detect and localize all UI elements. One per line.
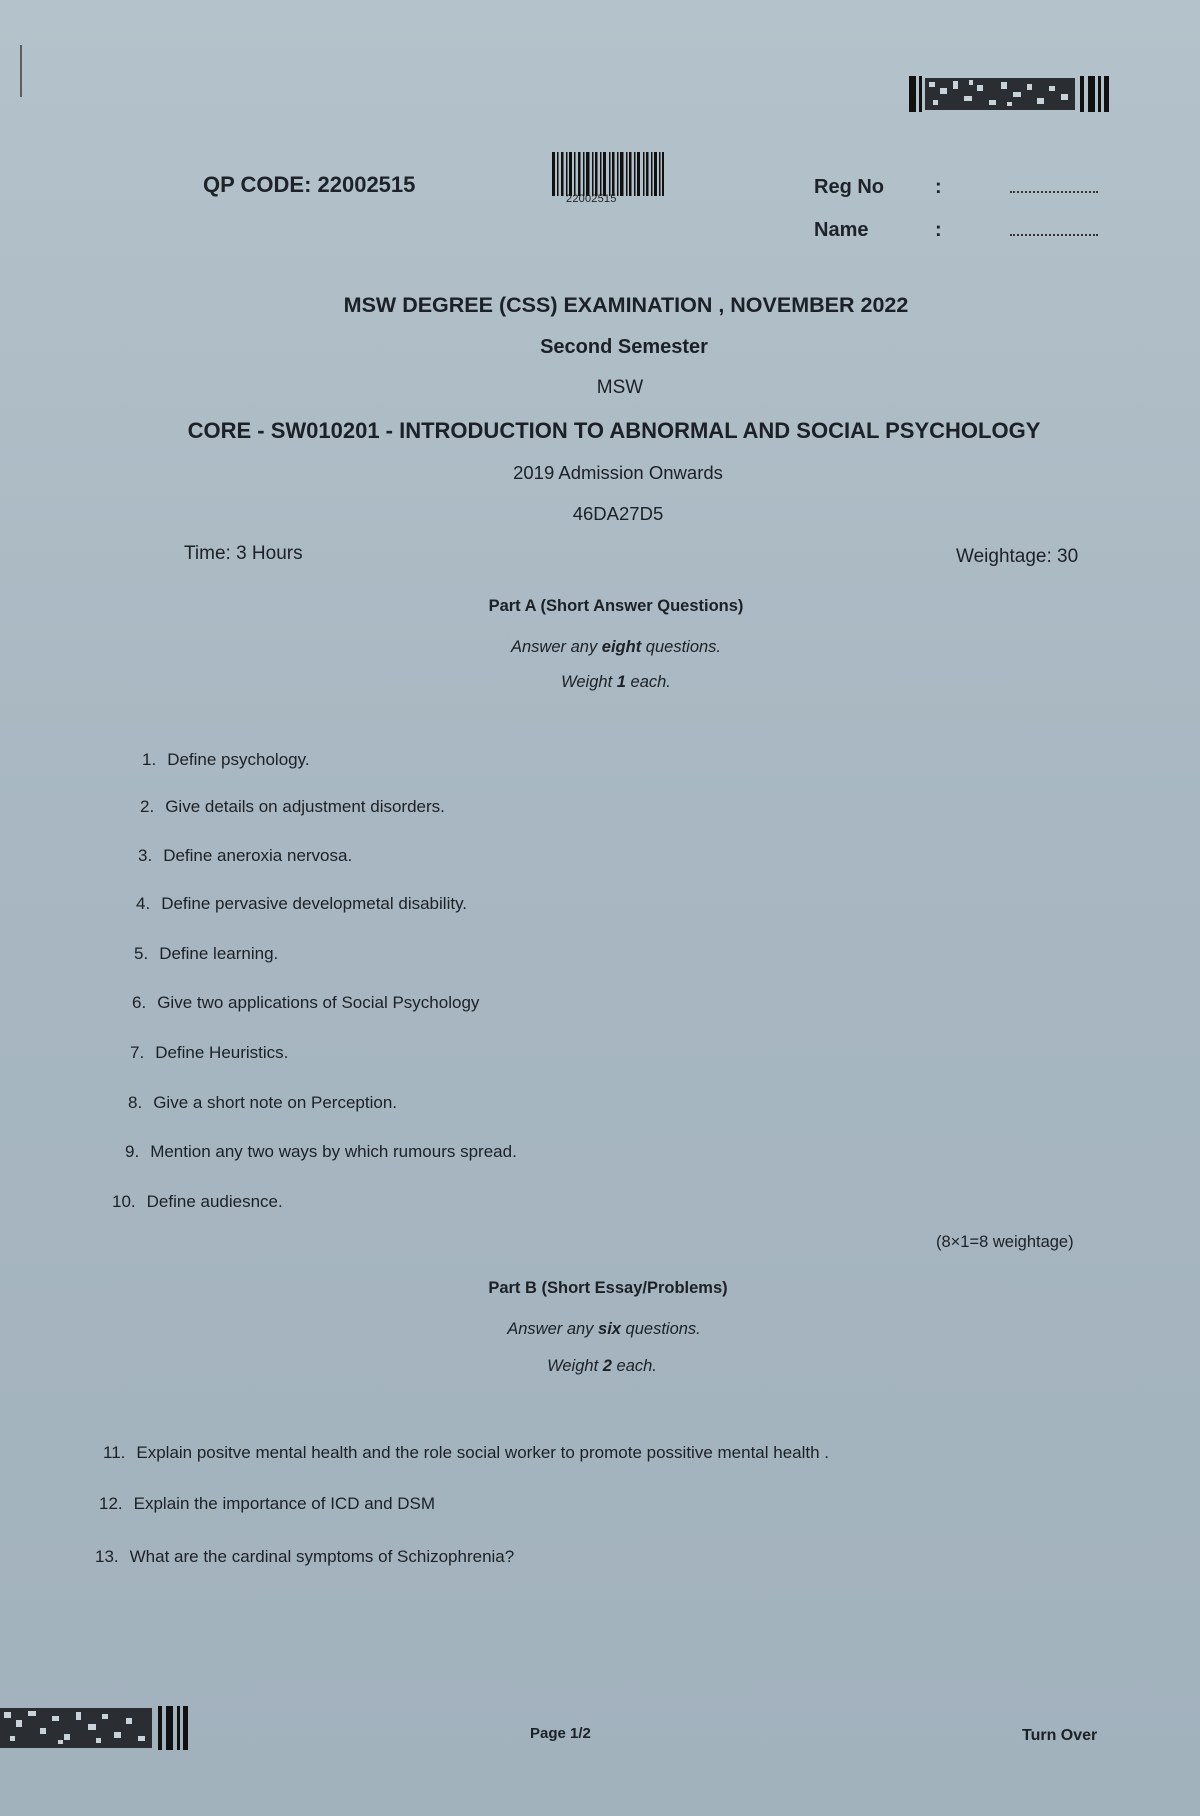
page-number: Page 1/2 xyxy=(530,1725,591,1742)
page-edge-mark xyxy=(20,45,22,97)
name-field xyxy=(1010,233,1098,236)
semester: Second Semester xyxy=(540,336,708,358)
part-b-weight: Weight 2 each. xyxy=(547,1357,657,1375)
reg-no-label: Reg No xyxy=(814,176,884,198)
question-12: 12. Explain the importance of ICD and DSM xyxy=(99,1494,436,1513)
part-a-heading: Part A (Short Answer Questions) xyxy=(488,597,744,615)
reg-no-colon: : xyxy=(935,176,942,198)
qp-barcode-number: 22002515 xyxy=(566,193,617,205)
question-9: 9. Mention any two ways by which rumours spread. xyxy=(125,1142,517,1161)
part-a-instruction: Answer any eight questions. xyxy=(510,638,722,656)
question-10: 10. Define audiesnce. xyxy=(112,1192,283,1211)
part-a-weight: Weight 1 each. xyxy=(561,673,671,691)
question-13: 13. What are the cardinal symptoms of Schizophrenia? xyxy=(95,1547,515,1566)
top-right-barcode xyxy=(909,76,1110,112)
paper-code: 46DA27D5 xyxy=(572,503,664,524)
question-7: 7. Define Heuristics. xyxy=(130,1043,289,1062)
question-3: 3. Define aneroxia nervosa. xyxy=(138,846,353,865)
question-4: 4. Define pervasive developmetal disability. xyxy=(136,894,468,913)
qp-barcode xyxy=(552,152,664,196)
name-colon: : xyxy=(935,219,942,241)
question-2: 2. Give details on adjustment disorders. xyxy=(140,797,445,816)
program: MSW xyxy=(596,377,644,398)
question-5: 5. Define learning. xyxy=(134,944,279,963)
admission: 2019 Admission Onwards xyxy=(513,462,723,483)
question-11: 11. Explain positve mental health and the role social worker to promote possitive mental health . xyxy=(103,1443,830,1462)
part-a-score: (8×1=8 weightage) xyxy=(936,1233,1074,1251)
name-label: Name xyxy=(814,219,869,241)
exam-title: MSW DEGREE (CSS) EXAMINATION , NOVEMBER 2022 xyxy=(343,293,909,317)
question-6: 6. Give two applications of Social Psychology xyxy=(132,993,480,1012)
question-8: 8. Give a short note on Perception. xyxy=(128,1093,397,1112)
question-1: 1. Define psychology. xyxy=(142,750,310,769)
time-allowed: Time: 3 Hours xyxy=(184,543,303,564)
qp-code: QP CODE: 22002515 xyxy=(203,172,416,197)
bottom-left-barcode xyxy=(0,1706,189,1750)
reg-no-field xyxy=(1010,190,1098,193)
turn-over: Turn Over xyxy=(1022,1727,1098,1744)
part-b-heading: Part B (Short Essay/Problems) xyxy=(488,1279,728,1297)
course-title: CORE - SW010201 - INTRODUCTION TO ABNORMAL AND SOCIAL PSYCHOLOGY xyxy=(187,418,1041,443)
part-b-instruction: Answer any six questions. xyxy=(507,1320,701,1338)
total-weightage: Weightage: 30 xyxy=(956,546,1079,567)
